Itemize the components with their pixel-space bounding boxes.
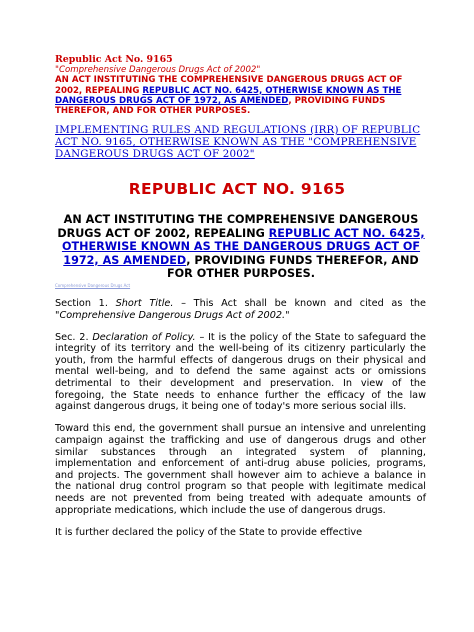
irr-link[interactable]: IMPLEMENTING RULES AND REGULATIONS (IRR) OF REPUBLIC ACT NO. 9165, OTHERWISE KNOWN AS THE "COMPREHENSIVE DANGEROUS DRUGS ACT OF 2002" — [55, 124, 421, 160]
section-1 — [55, 298, 426, 321]
act-description — [55, 75, 425, 116]
paragraph-3: Toward this end, the government shall pursue an intensive and unrelenting campaign against the trafficking and use of dangerous drugs and other similar substances through an integrated system of planning, implementation and enforcement of anti-drug abuse policies, programs, and projects. The government shall however aim to achieve a balance in the national drug control program so that people with legitimate medical needs are not prevented from being treated with adequate amounts of appropriate medications, which include the use of dangerous drugs. — [55, 423, 426, 516]
section-1-end: " — [285, 309, 290, 321]
document-header — [55, 55, 425, 116]
subtitle-prefix: AN ACT INSTITUTING THE COMPREHENSIVE DANGEROUS DRUGS ACT OF 2002, REPEALING — [57, 213, 419, 240]
page-title: REPUBLIC ACT NO. 9165 — [128, 180, 346, 198]
act-body — [55, 298, 426, 549]
act-number-heading: Republic Act No. 9165 — [55, 54, 173, 65]
section-1-name: Comprehensive Dangerous Drugs Act of 2002. — [59, 309, 286, 321]
section-2-title: Declaration of Policy. — [92, 331, 196, 343]
act-subtitle — [55, 213, 427, 281]
ra-6425-link[interactable]: REPUBLIC ACT NO. 6425, OTHERWISE KNOWN AS THE DANGEROUS DRUGS ACT OF 1972, AS AMENDED — [55, 85, 402, 106]
paragraph-4: It is further declared the policy of the State to provide effective — [55, 526, 363, 538]
small-anchor-link[interactable]: Comprehensive Dangerous Drugs Act — [55, 283, 131, 288]
section-1-text: – This Act shall be known and cited as the " — [55, 298, 426, 321]
subtitle-suffix: , PROVIDING FUNDS THEREFOR, AND FOR OTHER PURPOSES. — [167, 253, 419, 280]
act-description-prefix: AN ACT INSTITUTING THE COMPREHENSIVE DANGEROUS DRUGS ACT OF 2002, REPEALING — [55, 75, 403, 96]
section-2 — [55, 332, 426, 413]
section-2-text: – It is the policy of the State to safeguard the integrity of its territory and the well-being of its citizenry particularly the youth, from the harmful effects of dangerous drugs on their physical and mental well-being, and to defend the same against acts or omissions detrimental to their development and preservation. In view of the foregoing, the State needs to enhance further the efficacy of the law against dangerous drugs, it being one of today's more serious social ills. — [55, 331, 427, 413]
subtitle-ra-6425-link[interactable]: REPUBLIC ACT NO. 6425, OTHERWISE KNOWN AS THE DANGEROUS DRUGS ACT OF 1972, AS AMENDED — [61, 226, 425, 267]
section-1-label: Section 1. — [55, 298, 116, 309]
section-1-title: Short Title. — [115, 298, 174, 309]
act-description-suffix: , PROVIDING FUNDS THEREFOR, AND FOR OTHER PURPOSES. — [55, 95, 386, 117]
section-2-label: Sec. 2. — [55, 331, 93, 343]
short-title-line: "Comprehensive Dangerous Drugs Act of 2002" — [55, 65, 261, 76]
